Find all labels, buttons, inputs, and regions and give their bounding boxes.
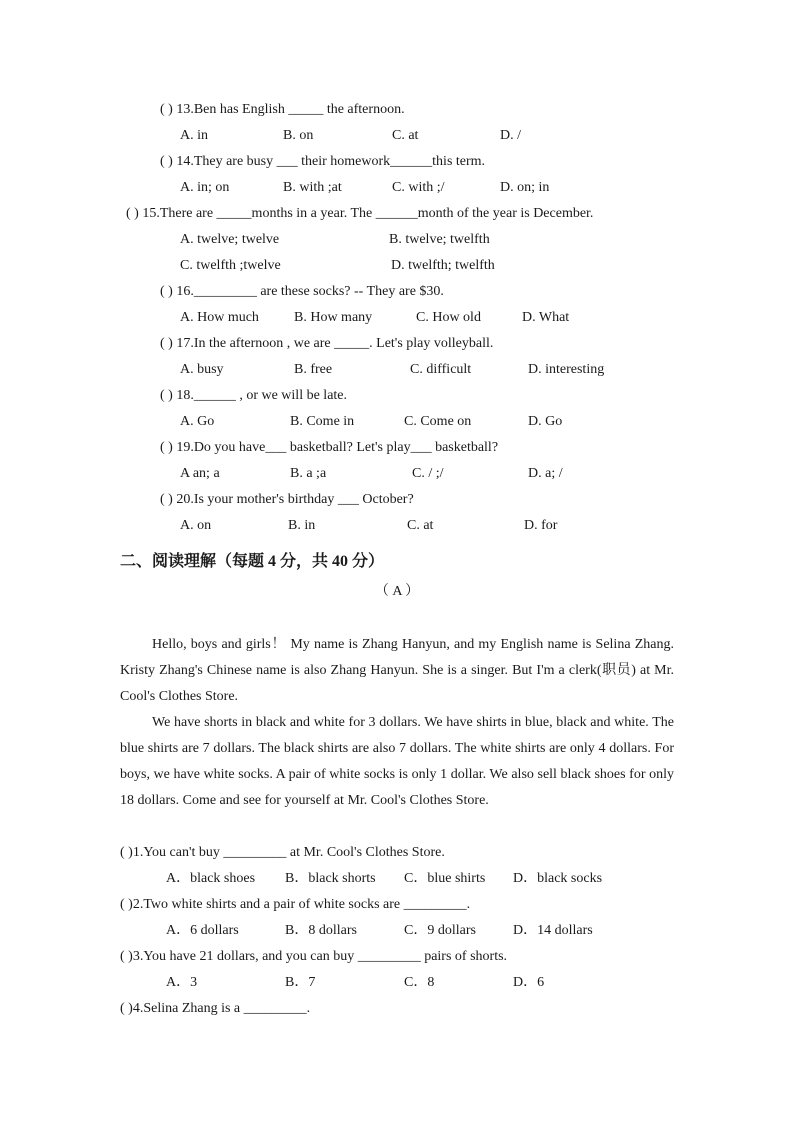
option-d[interactable]: D．6	[513, 975, 545, 990]
option-a[interactable]: A. How much	[180, 310, 259, 325]
option-a[interactable]: A．3	[166, 975, 198, 990]
option-b[interactable]: B. on	[283, 128, 314, 143]
reading-question-3-options	[0, 974, 794, 992]
option-a[interactable]: A．6 dollars	[166, 923, 239, 938]
reading-passage	[120, 632, 674, 814]
passage-paragraph-2: We have shorts in black and white for 3 dollars. We have shirts in blue, black and white. The blue shirts are 7 dollars. The black shirts are also 7 dollars. The white shirts are only 4 dollars. For boys, we have white socks. A pair of white socks is only 1 dollar. We also sell black shoes for only 18 dollars. Come and see for yourself at Mr. Cool's Clothes Store.	[120, 715, 674, 808]
option-d[interactable]: D. for	[524, 518, 558, 533]
question-16-options	[0, 309, 794, 327]
question-13: ( ) 13.Ben has English _____ the afternoon.	[160, 102, 405, 117]
option-c[interactable]: C. at	[392, 128, 419, 143]
option-b[interactable]: B. free	[294, 362, 333, 377]
option-b[interactable]: B．black shorts	[285, 871, 376, 886]
option-c[interactable]: C. twelfth ;twelve	[180, 258, 281, 273]
option-c[interactable]: C．9 dollars	[404, 923, 476, 938]
option-a[interactable]: A. Go	[180, 414, 215, 429]
option-d[interactable]: D. /	[500, 128, 521, 143]
option-b[interactable]: B. in	[288, 518, 316, 533]
option-d[interactable]: D. interesting	[528, 362, 605, 377]
passage-label-a: （ A ）	[374, 584, 420, 599]
option-d[interactable]: D. on; in	[500, 180, 550, 195]
question-20-options	[0, 517, 794, 535]
reading-question-2: ( )2.Two white shirts and a pair of white socks are _________.	[120, 897, 471, 912]
question-16: ( ) 16._________ are these socks? -- They are $30.	[160, 284, 444, 299]
option-b[interactable]: B. twelve; twelfth	[389, 232, 490, 247]
option-a[interactable]: A. in; on	[180, 180, 230, 195]
option-c[interactable]: C. difficult	[410, 362, 472, 377]
option-a[interactable]: A．black shoes	[166, 871, 256, 886]
option-c[interactable]: C．8	[404, 975, 435, 990]
option-d[interactable]: D. twelfth; twelfth	[391, 258, 495, 273]
option-d[interactable]: D. a; /	[528, 466, 563, 481]
question-15-options-row2	[0, 257, 794, 275]
reading-question-4: ( )4.Selina Zhang is a _________.	[120, 1001, 311, 1016]
option-d[interactable]: D．14 dollars	[513, 923, 593, 938]
option-c[interactable]: C. How old	[416, 310, 481, 325]
option-c[interactable]: C. Come on	[404, 414, 472, 429]
option-b[interactable]: B．7	[285, 975, 316, 990]
question-20: ( ) 20.Is your mother's birthday ___ October?	[160, 492, 414, 507]
option-a[interactable]: A. busy	[180, 362, 224, 377]
question-17: ( ) 17.In the afternoon , we are _____. Let's play volleyball.	[160, 336, 494, 351]
question-17-options	[0, 361, 794, 379]
option-c[interactable]: C. with ;/	[392, 180, 445, 195]
option-d[interactable]: D．black socks	[513, 871, 603, 886]
question-19: ( ) 19.Do you have___ basketball? Let's play___ basketball?	[160, 440, 499, 455]
reading-question-2-options	[0, 922, 794, 940]
section-heading-reading: 二、阅读理解（每题 4 分，共 40 分）	[120, 553, 385, 570]
option-a[interactable]: A. on	[180, 518, 212, 533]
passage-paragraph-1: Hello, boys and girls！ My name is Zhang Hanyun, and my English name is Selina Zhang. Kristy Zhang's Chinese name is also Zhang Hanyun. She is a singer. But I'm a clerk(职员) at Mr. Cool's Clothes Store.	[120, 637, 674, 704]
option-b[interactable]: B. with ;at	[283, 180, 342, 195]
question-19-options	[0, 465, 794, 483]
question-18: ( ) 18.______ , or we will be late.	[160, 388, 348, 403]
reading-question-1: ( )1.You can't buy _________ at Mr. Cool's Clothes Store.	[120, 845, 445, 860]
option-d[interactable]: D. Go	[528, 414, 563, 429]
reading-question-1-options	[0, 870, 794, 888]
question-18-options	[0, 413, 794, 431]
option-b[interactable]: B. a ;a	[290, 466, 327, 481]
option-d[interactable]: D. What	[522, 310, 570, 325]
option-c[interactable]: C. at	[407, 518, 434, 533]
option-b[interactable]: B. How many	[294, 310, 373, 325]
option-c[interactable]: C. / ;/	[412, 466, 444, 481]
option-c[interactable]: C．blue shirts	[404, 871, 486, 886]
reading-question-3: ( )3.You have 21 dollars, and you can buy _________ pairs of shorts.	[120, 949, 508, 964]
option-a[interactable]: A. in	[180, 128, 208, 143]
question-15-options-row1	[0, 231, 794, 249]
question-15: ( ) 15.There are _____months in a year. The ______month of the year is December.	[126, 206, 594, 221]
option-a[interactable]: A an; a	[180, 466, 220, 481]
option-b[interactable]: B．8 dollars	[285, 923, 357, 938]
option-a[interactable]: A. twelve; twelve	[180, 232, 280, 247]
question-14: ( ) 14.They are busy ___ their homework______this term.	[160, 154, 486, 169]
question-13-options	[0, 127, 794, 145]
question-14-options	[0, 179, 794, 197]
option-b[interactable]: B. Come in	[290, 414, 355, 429]
